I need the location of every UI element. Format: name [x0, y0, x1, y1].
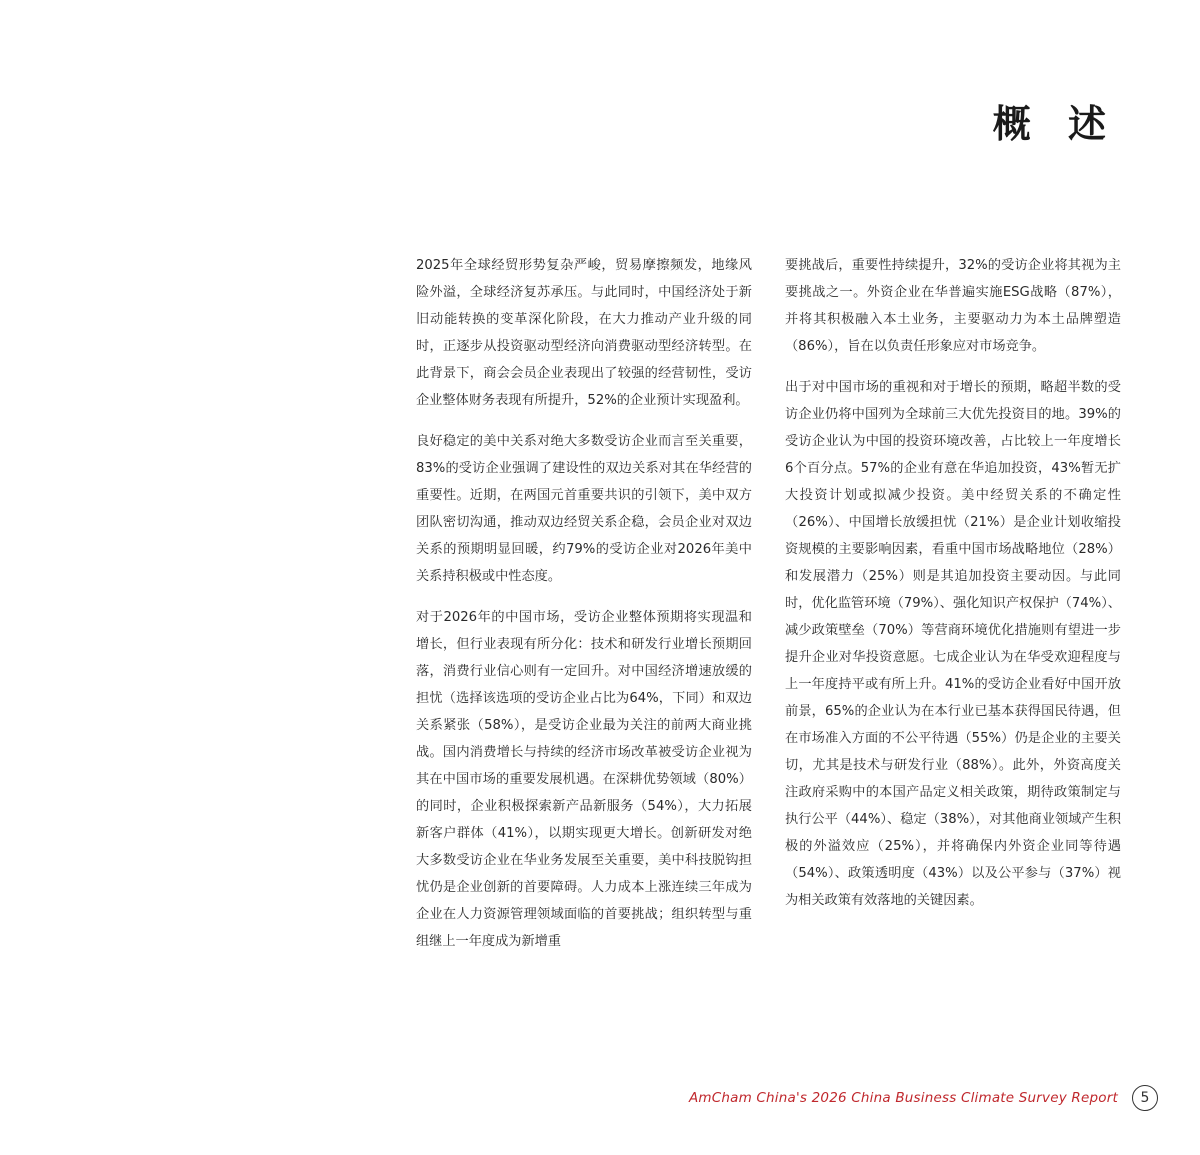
- page-number-badge: 5: [1132, 1085, 1158, 1111]
- paragraph: 良好稳定的美中关系对绝大多数受访企业而言至关重要，83%的受访企业强调了建设性的双边关系对其在华经营的重要性。近期，在两国元首重要共识的引领下，美中双方团队密切沟通，推动双边经贸关系企稳，会员企业对双边关系的预期明显回暖，约79%的受访企业对2026年美中关系持积极或中性态度。: [416, 434, 752, 584]
- paragraph: 对于2026年的中国市场，受访企业整体预期将实现温和增长，但行业表现有所分化：技术和研发行业增长预期回落，消费行业信心则有一定回升。对中国经济增速放缓的担忧（选择该选项的受访企业占比为64%，下同）和双边关系紧张（58%），是受访企业最为关注的前两大商业挑战。国内消费增长与持续的经济市场改革被受访企业视为其在中国市场的重要发展机遇。在深耕优势领域（80%）的同时，企业积极探索新产品新服务（54%），大力拓展新客户群体（41%），以期实现更大增长。创新研发对绝大多数受访企业在华业务发展至关重要，美中科技脱钩担忧仍是企业创新的首要障碍。人力成本上涨连续三年成为企业在人力资源管理领域面临的首要挑战；组织转型与重组继上一年度成为新增重: [416, 610, 752, 949]
- paragraph: 2025年全球经贸形势复杂严峻，贸易摩擦频发，地缘风险外溢，全球经济复苏承压。与此同时，中国经济处于新旧动能转换的变革深化阶段，在大力推动产业升级的同时，正逐步从投资驱动型经济向消费驱动型经济转型。在此背景下，商会会员企业表现出了较强的经营韧性，受访企业整体财务表现有所提升，52%的企业预计实现盈利。: [416, 258, 752, 408]
- report-title: AmCham China's 2026 China Business Climate Survey Report: [688, 1090, 1118, 1106]
- paragraph: 要挑战后，重要性持续提升，32%的受访企业将其视为主要挑战之一。外资企业在华普遍实施ESG战略（87%），并将其积极融入本土业务，主要驱动力为本土品牌塑造（86%），旨在以负责任形象应对市场竞争。: [785, 258, 1121, 354]
- paragraph: 出于对中国市场的重视和对于增长的预期，略超半数的受访企业仍将中国列为全球前三大优先投资目的地。39%的受访企业认为中国的投资环境改善，占比较上一年度增长6个百分点。57%的企业有意在华追加投资，43%暂无扩大投资计划或拟减少投资。美中经贸关系的不确定性（26%）、中国增长放缓担忧（21%）是企业计划收缩投资规模的主要影响因素，看重中国市场战略地位（28%）和发展潜力（25%）则是其追加投资主要动因。与此同时，优化监管环境（79%）、强化知识产权保护（74%）、减少政策壁垒（70%）等营商环境优化措施则有望进一步提升企业对华投资意愿。七成企业认为在华受欢迎程度与上一年度持平或有所上升。41%的受访企业看好中国开放前景，65%的企业认为在本行业已基本获得国民待遇，但在市场准入方面的不公平待遇（55%）仍是企业的主要关切，尤其是技术与研发行业（88%）。此外，外资高度关注政府采购中的本国产品定义相关政策，期待政策制定与执行公平（44%）、稳定（38%），对其他商业领域产生积极的外溢效应（25%），并将确保内外资企业同等待遇（54%）、政策透明度（43%）以及公平参与（37%）视为相关政策有效落地的关键因素。: [785, 380, 1121, 908]
- right-text-column: [785, 252, 1121, 928]
- page-footer: [689, 1085, 1158, 1111]
- page-title: 概 述: [992, 102, 1118, 146]
- left-text-column: [416, 252, 752, 969]
